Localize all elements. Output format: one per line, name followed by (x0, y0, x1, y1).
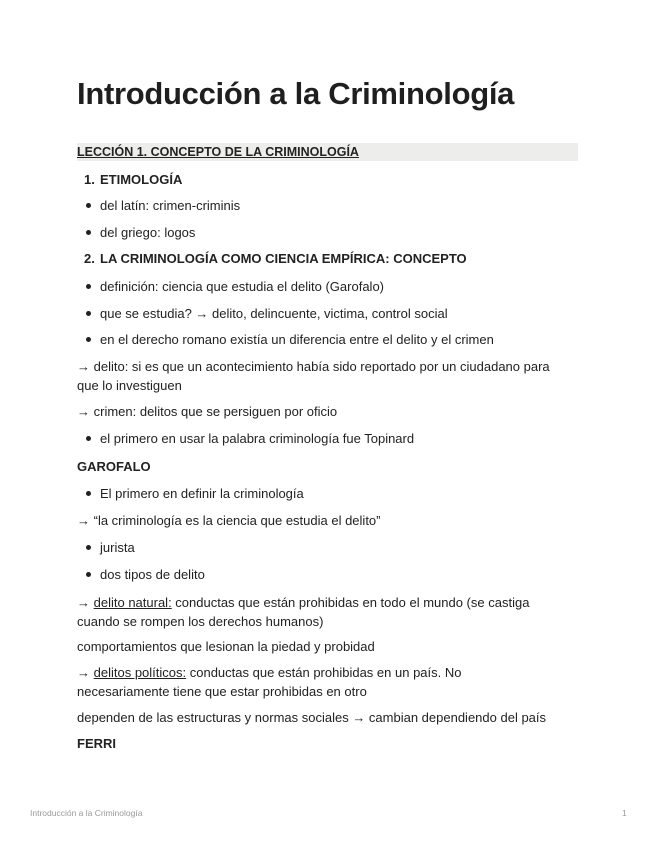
list-item: jurista (86, 538, 135, 557)
paragraph-delito-natural-cont: cuando se rompen los derechos humanos) (77, 614, 324, 629)
bullet-icon (86, 311, 91, 316)
bullet-icon (86, 337, 91, 342)
footer-page-number: 1 (622, 808, 627, 818)
page-title: Introducción a la Criminología (77, 76, 515, 111)
list-item: El primero en definir la criminología (86, 484, 304, 503)
paragraph-delito-natural: → delito natural: conductas que están prohibidas en todo el mundo (se castiga (77, 595, 530, 610)
paragraph-piedad: comportamientos que lesionan la piedad y probidad (77, 639, 375, 654)
list-item: dos tipos de delito (86, 565, 205, 584)
paragraph-delito-cont: que lo investiguen (77, 378, 182, 393)
subheading-ferri: FERRI (77, 736, 116, 751)
bullet-icon (86, 491, 91, 496)
list-item: el primero en usar la palabra criminología fue Topinard (86, 429, 414, 448)
section-label: LA CRIMINOLOGÍA COMO CIENCIA EMPÍRICA: CONCEPTO (100, 251, 467, 266)
lesson-heading: LECCIÓN 1. CONCEPTO DE LA CRIMINOLOGÍA (77, 143, 578, 161)
section-label: ETIMOLOGÍA (100, 172, 183, 187)
list-item: que se estudia? → delito, delincuente, victima, control social (86, 304, 448, 323)
bullet-icon (86, 572, 91, 577)
term-delito-natural: delito natural: (93, 595, 172, 610)
list-item: definición: ciencia que estudia el delito (Garofalo) (86, 277, 384, 296)
paragraph-quote: → “la criminología es la ciencia que estudia el delito” (77, 513, 381, 528)
list-item: del griego: logos (86, 223, 195, 242)
section-heading-ciencia-empirica (84, 249, 467, 268)
section-number: 1. (84, 172, 95, 187)
paragraph-delitos-politicos: → delitos políticos: conductas que están prohibidas en un país. No (77, 665, 462, 680)
bullet-icon (86, 436, 91, 441)
paragraph-delitos-politicos-cont: necesariamente tiene que estar prohibidas en otro (77, 684, 367, 699)
bullet-icon (86, 284, 91, 289)
term-delitos-politicos: delitos políticos: (93, 665, 187, 680)
paragraph-delito: → delito: si es que un acontecimiento había sido reportado por un ciudadano para (77, 359, 550, 374)
paragraph-estructuras: dependen de las estructuras y normas sociales → cambian dependiendo del país (77, 710, 547, 725)
list-item: en el derecho romano existía un diferencia entre el delito y el crimen (86, 330, 494, 349)
list-item: del latín: crimen-criminis (86, 196, 240, 215)
bullet-icon (86, 203, 91, 208)
subheading-garofalo: GAROFALO (77, 459, 151, 474)
paragraph-crimen: → crimen: delitos que se persiguen por oficio (77, 404, 338, 419)
bullet-icon (86, 545, 91, 550)
section-number: 2. (84, 251, 95, 266)
section-heading-etimologia (84, 170, 182, 189)
bullet-icon (86, 230, 91, 235)
footer-title: Introducción a la Criminología (30, 808, 143, 818)
